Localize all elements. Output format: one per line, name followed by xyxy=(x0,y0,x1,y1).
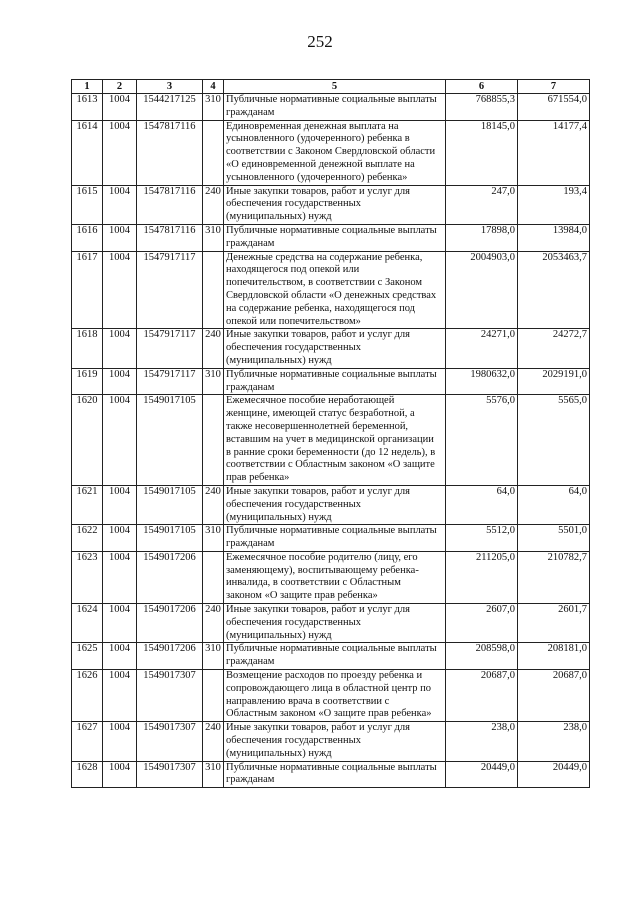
table-row xyxy=(72,185,590,224)
expense-type-cell: 240 xyxy=(203,485,224,524)
description-line: обеспечения государственных xyxy=(226,342,361,354)
row-number-cell: 1626 xyxy=(72,670,103,722)
description-line: Ежемесячное пособие родителю (лицу, его xyxy=(226,551,418,563)
target-code-cell: 1547817116 xyxy=(137,185,203,224)
description-line: Публичные нормативные социальные выплаты xyxy=(226,525,437,537)
expense-type-cell xyxy=(203,670,224,722)
amount-col7-cell: 5565,0 xyxy=(518,395,590,486)
description-cell xyxy=(224,368,446,395)
description-line: Единовременная денежная выплата на xyxy=(226,120,399,132)
description-cell xyxy=(224,670,446,722)
row-number-cell: 1624 xyxy=(72,604,103,643)
amount-col7-cell: 2029191,0 xyxy=(518,368,590,395)
target-code-cell: 1547917117 xyxy=(137,251,203,329)
description-line: гражданам xyxy=(226,656,275,668)
amount-col6-cell: 238,0 xyxy=(446,722,518,761)
description-line: Публичные нормативные социальные выплаты xyxy=(226,761,437,773)
table-row xyxy=(72,551,590,603)
target-code-cell: 1547917117 xyxy=(137,329,203,368)
description-line: Иные закупки товаров, работ и услуг для xyxy=(226,722,410,734)
amount-col6-cell: 20449,0 xyxy=(446,761,518,788)
amount-col6-cell: 18145,0 xyxy=(446,120,518,185)
description-line: женщине, имеющей статус безработной, а xyxy=(226,408,415,420)
expense-type-cell xyxy=(203,395,224,486)
row-number-cell: 1614 xyxy=(72,120,103,185)
section-code-cell: 1004 xyxy=(103,224,137,251)
amount-col6-cell: 768855,3 xyxy=(446,94,518,121)
amount-col6-cell: 247,0 xyxy=(446,185,518,224)
table-row xyxy=(72,368,590,395)
amount-col7-cell: 238,0 xyxy=(518,722,590,761)
section-code-cell: 1004 xyxy=(103,329,137,368)
amount-col6-cell: 24271,0 xyxy=(446,329,518,368)
description-cell xyxy=(224,551,446,603)
description-line: опекой или попечительством» xyxy=(226,315,361,327)
description-line: «О единовременной денежной выплате на xyxy=(226,158,415,170)
expense-type-cell: 310 xyxy=(203,525,224,552)
amount-col6-cell: 5512,0 xyxy=(446,525,518,552)
description-line: усыновленного (удочеренного) ребенка в xyxy=(226,133,410,145)
section-code-cell: 1004 xyxy=(103,395,137,486)
row-number-cell: 1616 xyxy=(72,224,103,251)
target-code-cell: 1547817116 xyxy=(137,120,203,185)
row-number-cell: 1615 xyxy=(72,185,103,224)
description-line: (муниципальных) нужд xyxy=(226,511,332,523)
description-line: Иные закупки товаров, работ и услуг для xyxy=(226,485,410,497)
expense-type-cell: 240 xyxy=(203,329,224,368)
description-line: Свердловской области «О денежных средствах xyxy=(226,289,437,301)
target-code-cell: 1544217125 xyxy=(137,94,203,121)
description-line: гражданам xyxy=(226,237,275,249)
section-code-cell: 1004 xyxy=(103,722,137,761)
column-header: 6 xyxy=(446,80,518,94)
target-code-cell: 1549017206 xyxy=(137,643,203,670)
expense-type-cell: 240 xyxy=(203,185,224,224)
table-row xyxy=(72,120,590,185)
description-line: в ранние сроки беременности (до 12 недель), в xyxy=(226,446,436,458)
expense-type-cell xyxy=(203,551,224,603)
row-number-cell: 1628 xyxy=(72,761,103,788)
page-number: 252 xyxy=(307,32,333,51)
section-code-cell: 1004 xyxy=(103,761,137,788)
table-row xyxy=(72,395,590,486)
amount-col7-cell: 2053463,7 xyxy=(518,251,590,329)
target-code-cell: 1549017206 xyxy=(137,551,203,603)
description-line: Денежные средства на содержание ребенка, xyxy=(226,251,423,263)
row-number-cell: 1623 xyxy=(72,551,103,603)
description-line: соответствии с Законом Свердловской области xyxy=(226,146,436,158)
target-code-cell: 1547817116 xyxy=(137,224,203,251)
description-line: гражданам xyxy=(226,774,275,786)
amount-col6-cell: 17898,0 xyxy=(446,224,518,251)
amount-col7-cell: 5501,0 xyxy=(518,525,590,552)
description-cell xyxy=(224,761,446,788)
target-code-cell: 1549017105 xyxy=(137,485,203,524)
column-header: 4 xyxy=(203,80,224,94)
target-code-cell: 1549017307 xyxy=(137,670,203,722)
description-cell xyxy=(224,94,446,121)
row-number-cell: 1619 xyxy=(72,368,103,395)
description-line: вставшим на учет в медицинской организации xyxy=(226,433,434,445)
table-row xyxy=(72,604,590,643)
table-row xyxy=(72,329,590,368)
description-line: (муниципальных) нужд xyxy=(226,629,332,641)
amount-col6-cell: 20687,0 xyxy=(446,670,518,722)
section-code-cell: 1004 xyxy=(103,604,137,643)
table-row xyxy=(72,224,590,251)
section-code-cell: 1004 xyxy=(103,643,137,670)
description-cell xyxy=(224,485,446,524)
expense-type-cell xyxy=(203,120,224,185)
description-line: обеспечения государственных xyxy=(226,735,361,747)
description-line: Иные закупки товаров, работ и услуг для xyxy=(226,329,410,341)
description-line: Областным законом «О защите прав ребенка» xyxy=(226,708,432,720)
expense-type-cell: 310 xyxy=(203,761,224,788)
amount-col6-cell: 1980632,0 xyxy=(446,368,518,395)
amount-col7-cell: 208181,0 xyxy=(518,643,590,670)
target-code-cell: 1547917117 xyxy=(137,368,203,395)
row-number-cell: 1620 xyxy=(72,395,103,486)
column-header: 2 xyxy=(103,80,137,94)
section-code-cell: 1004 xyxy=(103,670,137,722)
description-line: направлению врача в соответствии с xyxy=(226,695,390,707)
description-line: Иные закупки товаров, работ и услуг для xyxy=(226,185,410,197)
description-line: Публичные нормативные социальные выплаты xyxy=(226,94,437,105)
amount-col6-cell: 208598,0 xyxy=(446,643,518,670)
column-header: 7 xyxy=(518,80,590,94)
column-header: 1 xyxy=(72,80,103,94)
description-line: соответствии с Областным законом «О защите xyxy=(226,459,435,471)
description-line: Публичные нормативные социальные выплаты xyxy=(226,224,437,236)
description-cell xyxy=(224,604,446,643)
expense-type-cell: 310 xyxy=(203,94,224,121)
section-code-cell: 1004 xyxy=(103,525,137,552)
description-line: Возмещение расходов по проезду ребенка и xyxy=(226,670,423,682)
description-line: усыновленного (удочеренного) ребенка» xyxy=(226,171,408,183)
row-number-cell: 1627 xyxy=(72,722,103,761)
amount-col7-cell: 14177,4 xyxy=(518,120,590,185)
expense-type-cell xyxy=(203,251,224,329)
expense-type-cell: 240 xyxy=(203,722,224,761)
budget-table xyxy=(71,79,590,788)
section-code-cell: 1004 xyxy=(103,120,137,185)
description-cell xyxy=(224,643,446,670)
row-number-cell: 1617 xyxy=(72,251,103,329)
description-cell xyxy=(224,185,446,224)
description-line: находящегося под опекой или xyxy=(226,264,360,276)
description-line: обеспечения государственных xyxy=(226,198,361,210)
section-code-cell: 1004 xyxy=(103,368,137,395)
column-header: 5 xyxy=(224,80,446,94)
description-line: (муниципальных) нужд xyxy=(226,747,332,759)
amount-col7-cell: 13984,0 xyxy=(518,224,590,251)
target-code-cell: 1549017105 xyxy=(137,525,203,552)
section-code-cell: 1004 xyxy=(103,485,137,524)
target-code-cell: 1549017206 xyxy=(137,604,203,643)
description-line: инвалида, в соответствии с Областным xyxy=(226,577,401,589)
description-line: на содержание ребенка, находящегося под xyxy=(226,302,416,314)
target-code-cell: 1549017105 xyxy=(137,395,203,486)
description-cell xyxy=(224,395,446,486)
amount-col7-cell: 24272,7 xyxy=(518,329,590,368)
amount-col6-cell: 64,0 xyxy=(446,485,518,524)
description-line: сопровождающего лица в областной центр по xyxy=(226,682,431,694)
description-line: гражданам xyxy=(226,381,275,393)
table-row xyxy=(72,485,590,524)
description-line: (муниципальных) нужд xyxy=(226,354,332,366)
section-code-cell: 1004 xyxy=(103,551,137,603)
row-number-cell: 1618 xyxy=(72,329,103,368)
amount-col6-cell: 2607,0 xyxy=(446,604,518,643)
description-cell xyxy=(224,722,446,761)
description-line: обеспечения государственных xyxy=(226,498,361,510)
amount-col7-cell: 2601,7 xyxy=(518,604,590,643)
header-row xyxy=(72,80,590,94)
expense-type-cell: 310 xyxy=(203,643,224,670)
amount-col7-cell: 20687,0 xyxy=(518,670,590,722)
expense-type-cell: 310 xyxy=(203,224,224,251)
description-line: прав ребенка» xyxy=(226,472,290,484)
amount-col6-cell: 2004903,0 xyxy=(446,251,518,329)
table-row xyxy=(72,251,590,329)
description-cell xyxy=(224,251,446,329)
row-number-cell: 1621 xyxy=(72,485,103,524)
description-line: (муниципальных) нужд xyxy=(226,211,332,223)
description-line: Ежемесячное пособие неработающей xyxy=(226,395,395,407)
table-row xyxy=(72,94,590,121)
description-line: гражданам xyxy=(226,538,275,550)
amount-col7-cell: 64,0 xyxy=(518,485,590,524)
section-code-cell: 1004 xyxy=(103,251,137,329)
column-header: 3 xyxy=(137,80,203,94)
amount-col7-cell: 20449,0 xyxy=(518,761,590,788)
table-row xyxy=(72,525,590,552)
amount-col7-cell: 193,4 xyxy=(518,185,590,224)
description-cell xyxy=(224,329,446,368)
description-line: Публичные нормативные социальные выплаты xyxy=(226,368,437,380)
expense-type-cell: 240 xyxy=(203,604,224,643)
table-row xyxy=(72,722,590,761)
section-code-cell: 1004 xyxy=(103,185,137,224)
description-line: Публичные нормативные социальные выплаты xyxy=(226,643,437,655)
description-line: законом «О защите прав ребенка» xyxy=(226,590,378,602)
row-number-cell: 1613 xyxy=(72,94,103,121)
row-number-cell: 1622 xyxy=(72,525,103,552)
table-row xyxy=(72,761,590,788)
amount-col7-cell: 210782,7 xyxy=(518,551,590,603)
description-line: заменяющему), воспитывающему ребенка- xyxy=(226,564,419,576)
description-line: Иные закупки товаров, работ и услуг для xyxy=(226,604,410,616)
description-line: гражданам xyxy=(226,106,275,118)
row-number-cell: 1625 xyxy=(72,643,103,670)
section-code-cell: 1004 xyxy=(103,94,137,121)
description-cell xyxy=(224,525,446,552)
target-code-cell: 1549017307 xyxy=(137,761,203,788)
amount-col6-cell: 5576,0 xyxy=(446,395,518,486)
amount-col7-cell: 671554,0 xyxy=(518,94,590,121)
table-row xyxy=(72,643,590,670)
description-cell xyxy=(224,224,446,251)
expense-type-cell: 310 xyxy=(203,368,224,395)
amount-col6-cell: 211205,0 xyxy=(446,551,518,603)
description-line: также несовершеннолетней беременной, xyxy=(226,420,409,432)
description-line: попечительством, в соответствии с Законом xyxy=(226,277,423,289)
table-row xyxy=(72,670,590,722)
target-code-cell: 1549017307 xyxy=(137,722,203,761)
description-cell xyxy=(224,120,446,185)
description-line: обеспечения государственных xyxy=(226,616,361,628)
